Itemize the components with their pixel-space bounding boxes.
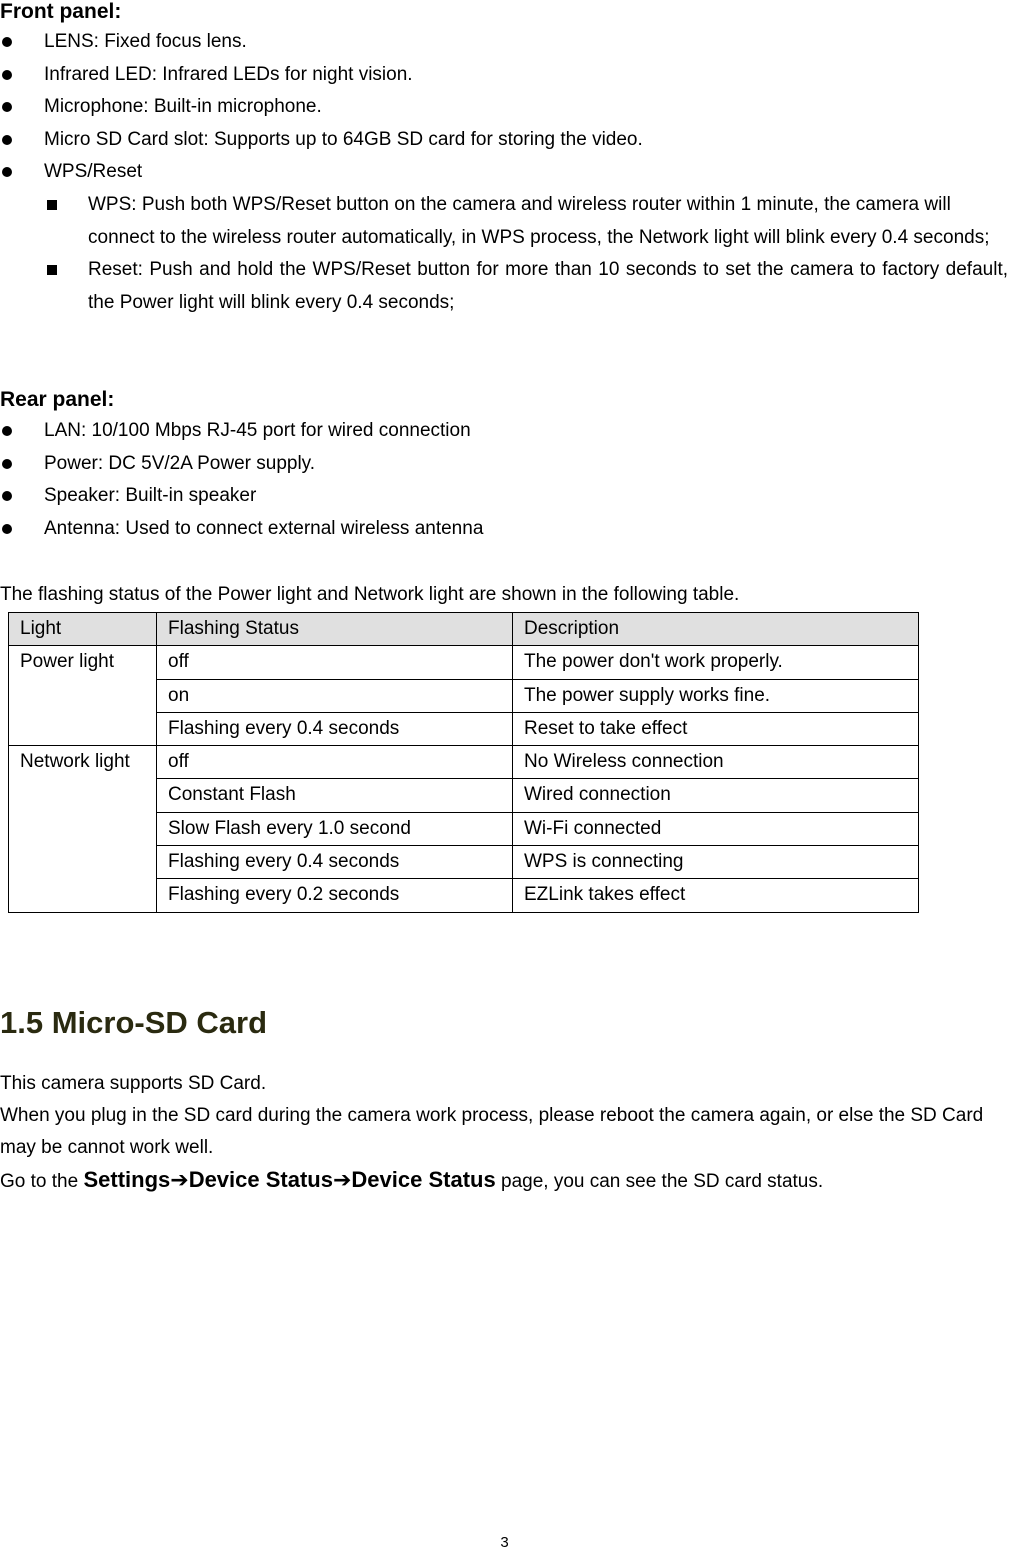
table-header-row bbox=[9, 613, 919, 646]
bullet-dot-icon bbox=[2, 70, 12, 80]
light-status-table bbox=[8, 612, 919, 913]
table-header-cell: Description bbox=[513, 613, 919, 646]
list-item: LAN: 10/100 Mbps RJ-45 port for wired connection bbox=[0, 415, 1000, 448]
table-cell: off bbox=[157, 646, 513, 679]
bullet-dot-icon bbox=[2, 135, 12, 145]
settings-path-step: Device Status bbox=[188, 1167, 333, 1192]
table-cell: Constant Flash bbox=[157, 779, 513, 812]
list-item: Infrared LED: Infrared LEDs for night vision. bbox=[0, 59, 1000, 92]
bullet-dot-icon bbox=[2, 491, 12, 501]
arrow-right-icon: ➔ bbox=[170, 1167, 189, 1192]
wps-reset-sublist bbox=[0, 189, 1009, 319]
list-item: Microphone: Built-in microphone. bbox=[0, 91, 1000, 124]
table-cell: The power supply works fine. bbox=[513, 679, 919, 712]
section-para-1: This camera supports SD Card. bbox=[0, 1073, 267, 1094]
square-bullet-icon bbox=[47, 200, 57, 210]
section-para-3: Go to the Settings➔Device Status➔Device Status page, you can see the SD card status. bbox=[0, 1167, 824, 1192]
table-cell-light: Network light bbox=[9, 746, 157, 912]
settings-path-step: Device Status bbox=[351, 1167, 496, 1192]
list-item: Antenna: Used to connect external wireless antenna bbox=[0, 513, 1000, 546]
rear-panel-list bbox=[0, 415, 1000, 545]
front-panel-heading: Front panel: bbox=[0, 0, 122, 23]
table-header-cell: Light bbox=[9, 613, 157, 646]
table-cell: WPS is connecting bbox=[513, 846, 919, 879]
section-title: 1.5 Micro-SD Card bbox=[0, 1005, 268, 1040]
bullet-dot-icon bbox=[2, 37, 12, 47]
table-header-cell: Flashing Status bbox=[157, 613, 513, 646]
table-row bbox=[9, 646, 919, 679]
table-cell: The power don't work properly. bbox=[513, 646, 919, 679]
list-item: Reset: Push and hold the WPS/Reset button for more than 10 seconds to set the camera to factory default, the Power light will blink every 0.4 seconds; bbox=[0, 254, 1008, 319]
table-cell: Flashing every 0.2 seconds bbox=[157, 879, 513, 912]
settings-path-step: Settings bbox=[83, 1167, 171, 1192]
bullet-dot-icon bbox=[2, 102, 12, 112]
table-cell-light: Power light bbox=[9, 646, 157, 746]
list-item: LENS: Fixed focus lens. bbox=[0, 26, 1000, 59]
square-bullet-icon bbox=[47, 265, 57, 275]
table-cell: Reset to take effect bbox=[513, 712, 919, 745]
section-para-2: When you plug in the SD card during the camera work process, please reboot the camera again, or else the SD Card may be cannot work well. bbox=[0, 1105, 984, 1158]
list-item: Power: DC 5V/2A Power supply. bbox=[0, 448, 1000, 481]
bullet-dot-icon bbox=[2, 459, 12, 469]
list-item: Micro SD Card slot: Supports up to 64GB SD card for storing the video. bbox=[0, 124, 1000, 157]
table-cell: off bbox=[157, 746, 513, 779]
front-panel-list bbox=[0, 26, 1000, 189]
bullet-dot-icon bbox=[2, 426, 12, 436]
list-item: WPS: Push both WPS/Reset button on the camera and wireless router within 1 minute, the camera will connect to the wireless router automatically, in WPS process, the Network light will blink every 0.4 seconds; bbox=[0, 189, 1009, 254]
bullet-dot-icon bbox=[2, 524, 12, 534]
arrow-right-icon: ➔ bbox=[332, 1167, 352, 1192]
rear-panel-heading: Rear panel: bbox=[0, 388, 115, 411]
table-cell: Flashing every 0.4 seconds bbox=[157, 846, 513, 879]
table-cell: Flashing every 0.4 seconds bbox=[157, 712, 513, 745]
list-item: Speaker: Built-in speaker bbox=[0, 480, 1000, 513]
table-intro: The flashing status of the Power light and Network light are shown in the following table. bbox=[0, 584, 740, 605]
list-item: WPS/Reset bbox=[0, 156, 1000, 189]
table-row bbox=[9, 746, 919, 779]
page-number: 3 bbox=[500, 1534, 509, 1551]
table-cell: Wired connection bbox=[513, 779, 919, 812]
bullet-dot-icon bbox=[2, 167, 12, 177]
table-cell: on bbox=[157, 679, 513, 712]
table-cell: No Wireless connection bbox=[513, 746, 919, 779]
table-cell: EZLink takes effect bbox=[513, 879, 919, 912]
table-cell: Wi-Fi connected bbox=[513, 812, 919, 845]
table-cell: Slow Flash every 1.0 second bbox=[157, 812, 513, 845]
